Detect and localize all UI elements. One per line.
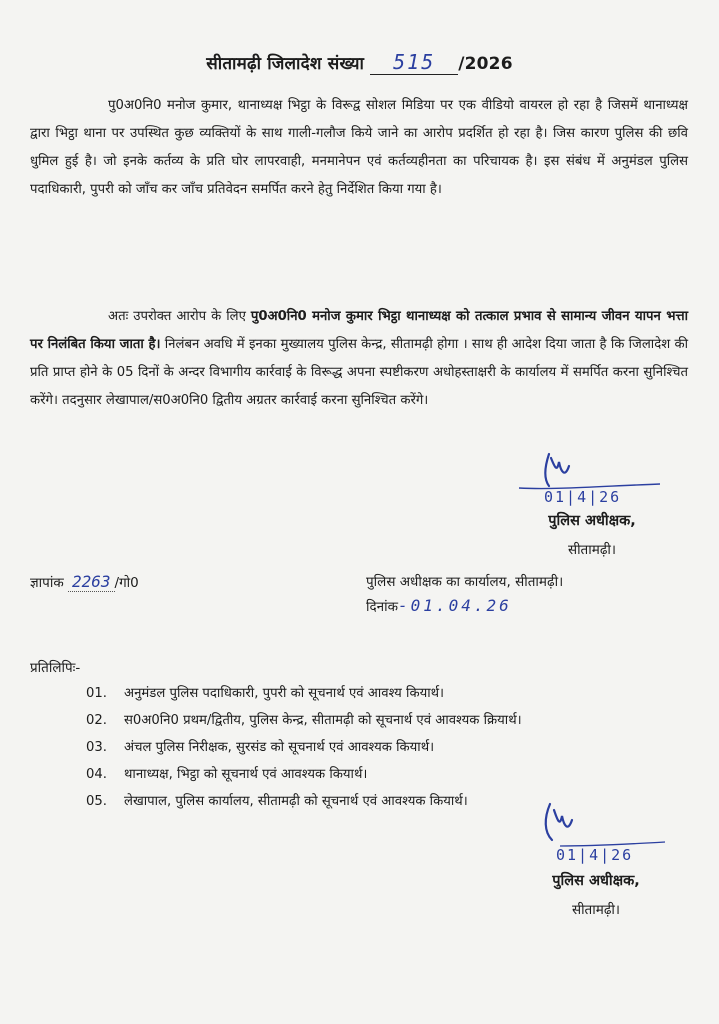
list-item-number: 05. <box>86 794 107 809</box>
list-item-text: थानाध्यक्ष, भिट्ठा को सूचनार्थ एवं आवश्यक कियार्थ। <box>124 767 368 782</box>
memo-line <box>30 572 139 591</box>
date-label: दिनांक <box>366 599 399 615</box>
signature-1-title: पुलिस अधीक्षक, <box>548 513 636 529</box>
signature-2-title: पुलिस अधीक्षक, <box>552 873 640 889</box>
memo-label: ज्ञापांक <box>30 575 64 591</box>
signature-2-place: सीतामढ़ी। <box>571 902 621 918</box>
date-line <box>366 596 512 615</box>
signature-1-date: 01|4|26 <box>544 488 622 506</box>
signature-2-scribble <box>530 800 670 852</box>
list-item-text: अनुमंडल पुलिस पदाधिकारी, पुपरी को सूचनार्थ एवं आवश्य कियार्थ। <box>124 686 445 701</box>
office-address: पुलिस अधीक्षक का कार्यालय, सीतामढ़ी। <box>366 574 564 590</box>
copy-heading: प्रतिलिपिः- <box>30 660 81 676</box>
list-item-number: 04. <box>86 767 107 782</box>
list-item <box>86 680 522 707</box>
list-item-number: 03. <box>86 740 107 755</box>
list-item-number: 02. <box>86 713 107 728</box>
list-item-text: अंचल पुलिस निरीक्षक, सुरसंड को सूचनार्थ एवं आवश्यक कियार्थ। <box>124 740 435 755</box>
list-item-number: 01. <box>86 686 107 701</box>
signature-2-block <box>516 870 676 918</box>
list-item <box>86 734 522 761</box>
list-item <box>86 761 522 788</box>
memo-suffix: /गो0 <box>114 575 139 591</box>
page-title <box>0 50 719 75</box>
title-prefix: सीतामढ़ी जिलादेश संख्या <box>206 54 365 74</box>
paragraph-2-bold: पु0अ0नि0 मनोज कुमार भिट्ठा थानाध्यक्ष को तत्काल प्रभाव से सामान्य जीवन यापन भत्ता पर निलंबित किया जाता है। <box>30 309 689 352</box>
signature-1-block <box>512 510 672 558</box>
signature-1-place: सीतामढ़ी। <box>567 542 617 558</box>
date-value: -01.04.26 <box>398 596 512 615</box>
list-item-text: लेखापाल, पुलिस कार्यालय, सीतामढ़ी को सूचनार्थ एवं आवश्यक कियार्थ। <box>124 794 468 809</box>
order-number: 515 <box>393 50 436 74</box>
paragraph-2 <box>30 303 688 415</box>
copy-list <box>86 680 522 815</box>
paragraph-1: पु0अ0नि0 मनोज कुमार, थानाध्यक्ष भिट्ठा के विरूद्व सोशल मिडिया पर एक वीडियो वायरल हो रहा है जिसमें थानाध्यक्ष द्वारा भिट्ठा थाना पर उपस्थित कुछ व्यक्तियों के साथ गाली-गलौज किये जाने का आरोप प्रदर्शित हो रहा है। जिस कारण पुलिस की छवि धुमिल हुई है। जो इनके कर्तव्य के प्रति घोर लापरवाही, मनमानेपन एवं कर्तव्यहीनता का परिचायक है। इस संबंध में अनुमंडल पुलिस पदाधिकारी, पुपरी को जाँच कर जाँच प्रतिवेदन समर्पित करने हेतु निर्देशित किया गया है। <box>30 98 688 197</box>
memo-number: 2263 <box>68 572 115 592</box>
list-item-text: स0अ0नि0 प्रथम/द्वितीय, पुलिस केन्द्र, सीतामढ़ी को सूचनार्थ एवं आवश्यक क्रियार्थ। <box>124 713 522 728</box>
signature-2-date: 01|4|26 <box>556 846 634 864</box>
title-suffix: /2026 <box>458 54 513 74</box>
order-number-blank <box>370 50 458 75</box>
list-item <box>86 707 522 734</box>
paragraph-2-rest: निलंबन अवधि में इनका मुख्यालय पुलिस केन्द्र, सीतामढ़ी होगा । साथ ही आदेश दिया जाता है कि जिलादेश की प्रति प्राप्त होने के 05 दिनों के अन्दर विभागीय कार्रवाई के विरूद्ध अपना स्पष्टीकरण अधोहस्ताक्षरी के कार्यालय में समर्पित करना सुनिश्चित करेंगे। तदनुसार लेखापाल/स0अ0नि0 द्वितीय अग्रतर कार्रवाई करना सुनिश्चित करेंगे। <box>30 337 688 408</box>
list-item <box>86 788 522 815</box>
paragraph-2-intro: अतः उपरोक्त आरोप के लिए <box>108 309 251 324</box>
